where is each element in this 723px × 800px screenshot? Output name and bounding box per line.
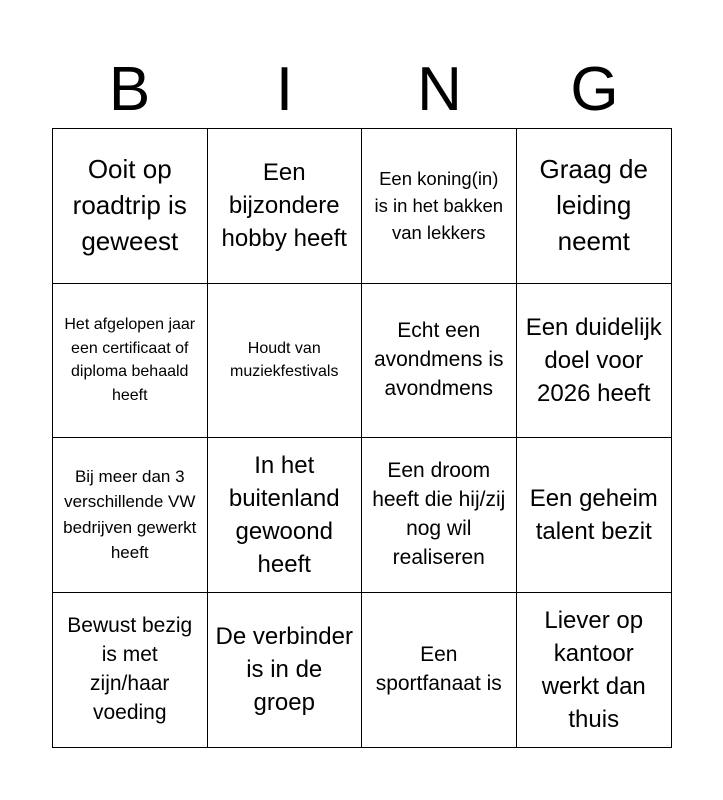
cell-text: In het buitenland gewoond heeft — [228, 451, 340, 578]
bingo-cell-r1c3[interactable] — [362, 129, 517, 284]
cell-text: Een sportfanaat is — [375, 642, 502, 695]
cell-text: Houdt van muziekfestivals — [230, 339, 339, 381]
cell-text: Liever op kantoor werkt dan thuis — [541, 606, 646, 733]
cell-text: Een droom heeft die hij/zij nog wil realiseren — [372, 458, 506, 569]
header-letter-b: B — [108, 55, 151, 124]
bingo-cell-r3c4[interactable] — [517, 438, 672, 593]
header-letter-n: N — [417, 55, 462, 124]
bingo-cell-r3c3[interactable] — [362, 438, 517, 593]
bingo-cell-r1c1[interactable] — [53, 129, 208, 284]
cell-text: Het afgelopen jaar een certificaat of diploma behaald heeft — [64, 315, 196, 404]
bingo-cell-r4c4[interactable] — [517, 593, 672, 748]
cell-text: Graag de leiding neemt — [539, 153, 648, 256]
bingo-cell-r2c1[interactable] — [53, 284, 208, 439]
cell-text: Een koning(in) is in het bakken van lekkers — [374, 167, 504, 244]
bingo-grid — [52, 128, 672, 748]
bingo-cell-r2c4[interactable] — [517, 284, 672, 439]
cell-text: Echt een avondmens is avondmens — [373, 318, 504, 400]
header-letter-i: I — [275, 55, 294, 124]
cell-text: Bewust bezig is met zijn/haar voeding — [67, 613, 193, 724]
cell-text: Een bijzondere hobby heeft — [221, 159, 347, 253]
bingo-cell-r1c4[interactable] — [517, 129, 672, 284]
bingo-cell-r4c2[interactable] — [208, 593, 363, 748]
bingo-cell-r2c3[interactable] — [362, 284, 517, 439]
bingo-cell-r4c3[interactable] — [362, 593, 517, 748]
cell-text: Een geheim talent bezit — [529, 484, 658, 545]
header-letter-g: G — [570, 55, 619, 124]
bingo-cell-r3c2[interactable] — [208, 438, 363, 593]
bingo-cell-r4c1[interactable] — [53, 593, 208, 748]
bingo-header — [52, 52, 672, 128]
bingo-cell-r1c2[interactable] — [208, 129, 363, 284]
cell-text: Ooit op roadtrip is geweest — [72, 153, 187, 256]
cell-text: Bij meer dan 3 verschillende VW bedrijven gewerkt heeft — [63, 466, 197, 563]
cell-text: De verbinder is in de groep — [215, 623, 353, 717]
bingo-cell-r3c1[interactable] — [53, 438, 208, 593]
cell-text: Een duidelijk doel voor 2026 heeft — [525, 313, 662, 407]
bingo-cell-r2c2[interactable] — [208, 284, 363, 439]
